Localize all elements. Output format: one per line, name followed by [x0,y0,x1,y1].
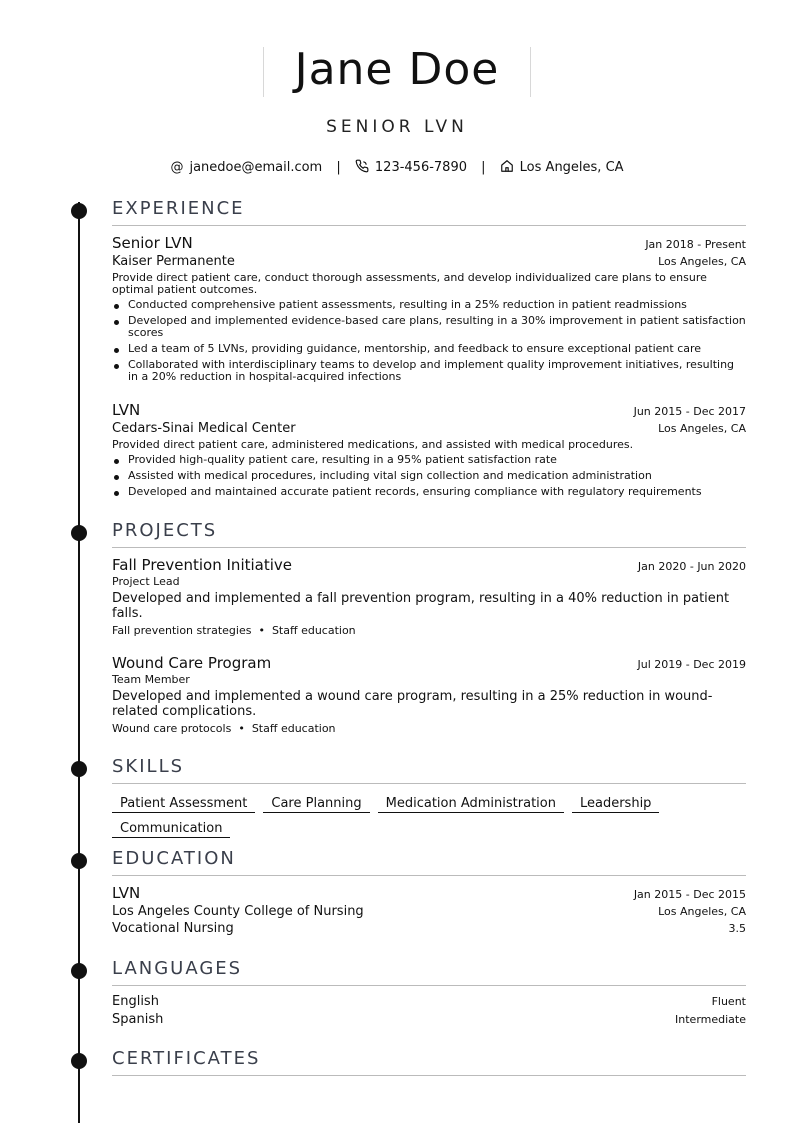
skill-chip: Leadership [572,796,659,813]
section-projects: PROJECTS [112,520,746,548]
skills-list [112,792,746,842]
skill-chip: Care Planning [263,796,369,813]
entry-date: Jul 2019 - Dec 2019 [637,658,746,671]
keyword: Wound care protocols [112,722,232,735]
keyword-separator: • [258,624,265,637]
bullet-item: Developed and implemented evidence-based care plans, resulting in a 30% improvement in patient satisfaction scores [112,315,746,339]
timeline-line [78,202,80,1123]
entry-summary: Provided direct patient care, administered medications, and assisted with medical procedures. [112,438,634,451]
keyword: Staff education [251,722,336,735]
home-icon [500,159,514,173]
entry-role: Team Member [112,673,190,686]
timeline-dot [71,1053,87,1069]
skill-chip: Patient Assessment [112,796,255,813]
education-gpa: 3.5 [728,922,746,935]
keyword-list [112,624,746,637]
project-entry-2 [112,654,746,735]
entry-date: Jan 2020 - Jun 2020 [637,560,746,573]
name-block [263,44,531,97]
timeline-dot [71,761,87,777]
separator: | [481,159,486,175]
bullet-item: Provided high-quality patient care, resulting in a 95% patient satisfaction rate [112,454,746,466]
project-entry-1 [112,556,746,637]
entry-title: LVN [112,884,141,902]
entry-location: Los Angeles, CA [658,905,746,918]
bullet-item: Developed and maintained accurate patient records, ensuring compliance with regulatory requirements [112,486,746,498]
skill-chip: Medication Administration [378,796,564,813]
entry-company: Cedars-Sinai Medical Center [112,421,296,436]
keyword: Staff education [271,624,356,637]
section-experience: EXPERIENCE [112,198,746,226]
keyword-separator: • [238,722,245,735]
education-field: Vocational Nursing [112,921,234,936]
timeline-dot [71,203,87,219]
entry-date: Jun 2015 - Dec 2017 [633,405,746,418]
language-name: English [112,994,159,1009]
keyword: Fall prevention strategies [112,624,252,637]
candidate-name: Jane Doe [294,44,500,95]
language-name: Spanish [112,1012,164,1027]
experience-entry-2 [112,401,746,502]
entry-description: Developed and implemented a wound care program, resulting in a 25% reduction in wound-related complications. [112,689,713,719]
skill-chip: Communication [112,821,230,838]
timeline-dot [71,853,87,869]
entry-role: Project Lead [112,575,180,588]
bullet-list [112,454,746,498]
languages-list [112,994,746,1027]
language-level: Fluent [711,995,746,1008]
job-title: SENIOR LVN [326,117,468,137]
entry-title: Senior LVN [112,234,193,252]
education-school: Los Angeles County College of Nursing [112,904,364,919]
entry-description: Developed and implemented a fall prevention program, resulting in a 40% reduction in patient falls. [112,591,730,621]
at-icon: @ [170,159,184,175]
entry-date: Jan 2018 - Present [645,238,746,251]
contact-email[interactable]: @ janedoe@email.com [170,159,323,175]
entry-title: Fall Prevention Initiative [112,556,292,574]
phone-icon [355,159,369,173]
timeline-dot [71,963,87,979]
bullet-item: Assisted with medical procedures, including vital sign collection and medication administration [112,470,746,482]
entry-date: Jan 2015 - Dec 2015 [633,888,746,901]
language-level: Intermediate [675,1013,746,1026]
experience-entry-1 [112,234,746,387]
bullet-item: Collaborated with interdisciplinary teams to develop and implement quality improvement initiatives, resulting in a 20% reduction in hospital-acquired infections [112,359,746,383]
bullet-item: Conducted comprehensive patient assessments, resulting in a 25% reduction in patient readmissions [112,299,746,311]
section-skills: SKILLS [112,756,746,784]
timeline-dot [71,525,87,541]
contact-location: Los Angeles, CA [500,159,624,175]
entry-location: Los Angeles, CA [658,422,746,435]
entry-title: LVN [112,401,141,419]
bullet-item: Led a team of 5 LVNs, providing guidance, mentorship, and feedback to ensure exceptional patient care [112,343,746,355]
section-education: EDUCATION [112,848,746,876]
entry-title: Wound Care Program [112,654,272,672]
keyword-list [112,722,746,735]
education-entry [112,884,746,936]
contact-bar [0,159,794,175]
contact-phone[interactable]: 123-456-7890 [355,159,467,175]
entry-company: Kaiser Permanente [112,254,235,269]
bullet-list [112,299,746,383]
entry-summary: Provide direct patient care, conduct thorough assessments, and develop individualized care plans to ensure optimal patient outcomes. [112,271,707,296]
section-certificates: CERTIFICATES [112,1048,746,1076]
section-languages: LANGUAGES [112,958,746,986]
separator: | [336,159,341,175]
entry-location: Los Angeles, CA [658,255,746,268]
